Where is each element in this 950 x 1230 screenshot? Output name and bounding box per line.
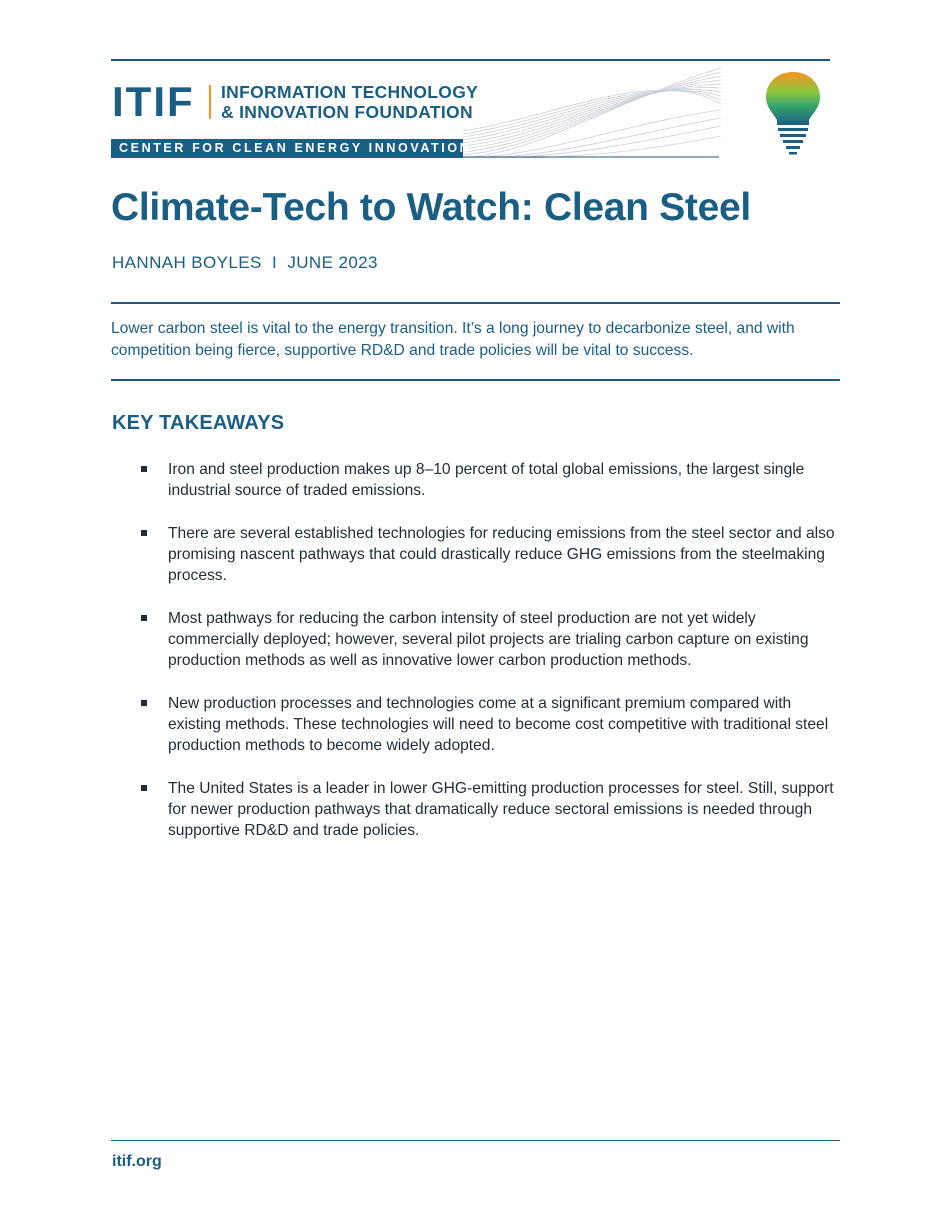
footer-rule	[111, 1140, 840, 1141]
footer-website-link[interactable]: itif.org	[112, 1153, 162, 1170]
square-bullet-icon	[141, 785, 147, 791]
key-takeaways-heading: KEY TAKEAWAYS	[112, 412, 285, 434]
takeaway-text: There are several established technologies for reducing emissions from the steel sector and also promising nascent pathways that could drastically reduce GHG emissions from the steelmaking process.	[168, 525, 835, 584]
takeaway-item	[139, 778, 839, 841]
takeaway-item	[139, 693, 839, 756]
organization-name	[221, 82, 478, 122]
author-date-byline: HANNAH BOYLES I JUNE 2023	[112, 253, 378, 272]
summary-text: Lower carbon steel is vital to the energy transition. It’s a long journey to decarbonize steel, and with competition being fierce, supportive RD&D and trade policies will be vital to success.	[111, 320, 795, 359]
organization-name-line2: & INNOVATION FOUNDATION	[221, 102, 473, 122]
takeaway-text: New production processes and technologies come at a significant premium compared with existing methods. These technologies will need to become cost competitive with traditional steel production methods to become widely adopted.	[168, 695, 829, 754]
header-top-rule	[111, 59, 830, 61]
takeaway-item	[139, 608, 839, 671]
square-bullet-icon	[141, 530, 147, 536]
square-bullet-icon	[141, 615, 147, 621]
key-takeaways-list	[139, 459, 839, 863]
takeaway-text: Iron and steel production makes up 8–10 percent of total global emissions, the largest single industrial source of traded emissions.	[168, 461, 805, 499]
square-bullet-icon	[141, 700, 147, 706]
takeaway-item	[139, 459, 839, 501]
itif-logo: ITIF	[112, 78, 195, 125]
lightbulb-icon	[762, 70, 824, 160]
itif-banner	[111, 62, 721, 158]
takeaway-item	[139, 523, 839, 586]
summary-bottom-rule	[111, 379, 840, 381]
takeaway-text: The United States is a leader in lower GHG-emitting production processes for steel. Still, support for newer production pathways that dramatically reduce sectoral emissions is needed through supportive RD&D and trade policies.	[168, 780, 834, 839]
square-bullet-icon	[141, 466, 147, 472]
logo-separator	[209, 85, 211, 119]
document-title: Climate-Tech to Watch: Clean Steel	[111, 186, 751, 229]
summary-top-rule	[111, 302, 840, 304]
center-name-bar: CENTER FOR CLEAN ENERGY INNOVATION	[111, 139, 463, 158]
organization-name-line1: INFORMATION TECHNOLOGY	[221, 82, 479, 102]
takeaway-text: Most pathways for reducing the carbon intensity of steel production are not yet widely commercially deployed; however, several pilot projects are trialing carbon capture on existing production methods as well as innovative lower carbon production methods.	[168, 610, 809, 669]
